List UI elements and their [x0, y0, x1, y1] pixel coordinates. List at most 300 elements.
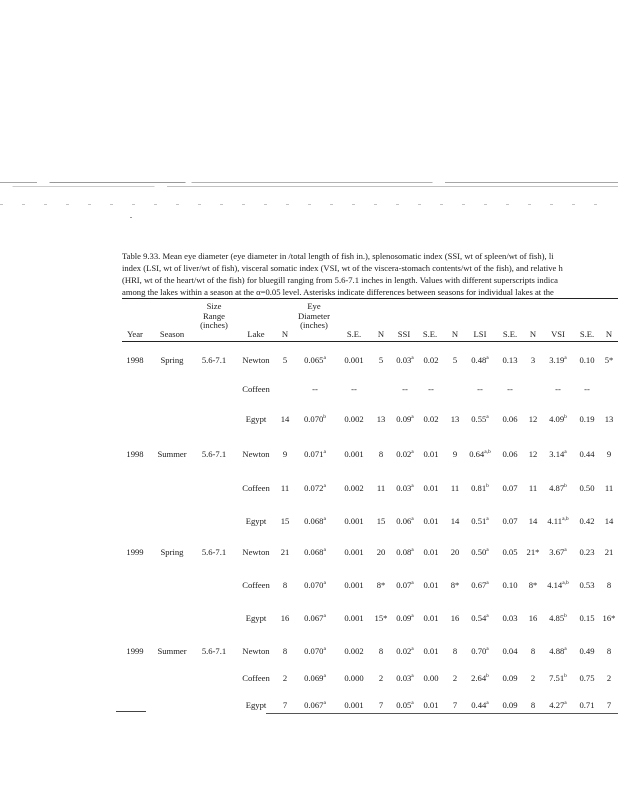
scan-artifact-line: [0, 186, 618, 187]
table-bottom-rule: [266, 713, 618, 714]
cell-vsi-value: 7.51: [549, 673, 565, 683]
cell-se: [340, 700, 368, 710]
header-lsi: LSI: [473, 329, 487, 339]
cell-n: [278, 700, 292, 710]
cell-n: [278, 516, 292, 526]
cell-n-value: 21: [280, 547, 290, 557]
cell-vsi: [542, 516, 574, 526]
cell-vsi-value: 3.67: [549, 547, 565, 557]
scan-artifact-dots: [0, 204, 600, 205]
caption-line: Table 9.33. Mean eye diameter (eye diameter in /total length of fish in.), splenosomatic index (SSI, wt of spleen/wt of fish), li: [122, 251, 554, 261]
significance-superscript: a: [486, 547, 489, 553]
cell-se-value: 0.01: [423, 580, 439, 590]
cell-vsi: [542, 547, 574, 557]
cell-se-value: 0.001: [344, 355, 364, 365]
cell-eye-diameter: [292, 355, 338, 365]
significance-superscript: a: [486, 646, 489, 652]
cell-eye-diameter: [292, 414, 338, 424]
cell-vsi: [542, 355, 574, 365]
cell-se-value: --: [507, 384, 513, 394]
cell-vsi-value: 4.11: [547, 516, 563, 526]
cell-se-value: --: [584, 384, 590, 394]
cell-n-value: 5*: [604, 355, 614, 365]
cell-size-range: [196, 355, 232, 365]
cell-n-value: 14: [280, 414, 290, 424]
cell-ssi: [392, 646, 418, 656]
significance-superscript: a: [323, 646, 326, 652]
footer-rule-fragment: [116, 711, 146, 712]
cell-n: [524, 580, 542, 590]
cell-eye-diameter: [292, 547, 338, 557]
cell-se-value: 0.19: [579, 414, 595, 424]
cell-se: [574, 646, 600, 656]
cell-n: [372, 516, 390, 526]
cell-size-range: [196, 547, 232, 557]
significance-superscript: b: [564, 613, 567, 619]
cell-season: [150, 355, 194, 365]
cell-lsi-value: 2.64: [471, 673, 487, 683]
cell-n-value: 15: [280, 516, 290, 526]
cell-n-value: 14: [604, 516, 614, 526]
cell-n-value: 12: [528, 414, 538, 424]
cell-eye-diameter: [292, 646, 338, 656]
cell-vsi: [542, 384, 574, 394]
cell-lake-value: Egypt: [245, 613, 267, 623]
cell-size-range-value: 5.6-7.1: [201, 646, 227, 656]
cell-se: [496, 547, 524, 557]
cell-se-value: 0.01: [423, 646, 439, 656]
cell-n: [446, 613, 464, 623]
cell-n: [446, 580, 464, 590]
cell-year-value: 1999: [126, 547, 144, 557]
cell-n-value: 8*: [528, 580, 538, 590]
cell-n: [278, 414, 292, 424]
cell-n-value: 8: [530, 700, 536, 710]
cell-lake: [236, 700, 276, 710]
cell-se: [418, 414, 444, 424]
cell-lake-value: Egypt: [245, 414, 267, 424]
cell-se-value: 0.07: [502, 516, 518, 526]
cell-n: [524, 673, 542, 683]
cell-lake: [236, 355, 276, 365]
header-n: N: [281, 329, 289, 339]
cell-se: [340, 613, 368, 623]
table-caption: [122, 250, 618, 299]
cell-ssi-value: 0.06: [396, 516, 412, 526]
cell-n: [446, 414, 464, 424]
header-se: S.E.: [502, 329, 518, 339]
cell-se-value: 0.001: [344, 516, 364, 526]
cell-n-value: 15: [376, 516, 386, 526]
cell-eye-diameter-value: 0.070: [303, 414, 324, 424]
cell-eye-diameter-value: 0.068: [304, 516, 324, 526]
cell-eye-diameter: [292, 673, 338, 683]
cell-se-value: 0.00: [423, 673, 439, 683]
header-se: S.E.: [579, 329, 595, 339]
significance-superscript: a: [486, 580, 489, 586]
cell-se: [574, 547, 600, 557]
cell-lsi-value: 0.44: [471, 700, 487, 710]
significance-superscript: a: [323, 613, 326, 619]
significance-superscript: a: [411, 449, 414, 455]
cell-lake: [236, 673, 276, 683]
cell-n-value: 2: [282, 673, 288, 683]
cell-se-value: 0.42: [579, 516, 595, 526]
cell-n-value: 7: [606, 700, 612, 710]
significance-superscript: a: [323, 516, 326, 522]
cell-se: [340, 414, 368, 424]
cell-se: [496, 646, 524, 656]
cell-se-value: 0.03: [502, 613, 518, 623]
cell-eye-diameter: [292, 580, 338, 590]
cell-ssi-value: 0.07: [396, 580, 412, 590]
header-eye-line: Eye: [307, 301, 321, 311]
cell-n: [278, 449, 292, 459]
cell-se-value: 0.50: [579, 483, 595, 493]
cell-n-value: 16*: [602, 613, 616, 623]
cell-vsi-value: 3.19: [549, 355, 565, 365]
cell-n: [446, 700, 464, 710]
cell-vsi-value: 4.88: [549, 646, 565, 656]
cell-lsi: [464, 646, 496, 656]
cell-lsi: [464, 449, 496, 459]
cell-year-value: 1998: [126, 355, 144, 365]
cell-n-value: 5: [378, 355, 384, 365]
cell-n: [372, 483, 390, 493]
cell-eye-diameter-value: 0.068: [304, 547, 324, 557]
header-n: N: [605, 329, 613, 339]
significance-superscript: a: [323, 355, 326, 361]
cell-vsi: [542, 613, 574, 623]
cell-n-value: 8: [282, 580, 288, 590]
cell-n: [600, 613, 618, 623]
cell-n-value: 11: [376, 483, 386, 493]
cell-n-value: 11: [450, 483, 460, 493]
cell-year: [122, 449, 148, 459]
cell-se: [496, 613, 524, 623]
cell-size-range-value: 5.6-7.1: [201, 355, 227, 365]
cell-n-value: 8*: [376, 580, 386, 590]
cell-se: [574, 355, 600, 365]
cell-n: [524, 355, 542, 365]
header-se: S.E.: [346, 329, 362, 339]
header-size-range: [196, 302, 232, 331]
cell-n: [278, 673, 292, 683]
cell-se: [340, 646, 368, 656]
cell-lake-value: Coffeen: [242, 673, 270, 683]
cell-n: [372, 700, 390, 710]
cell-vsi-value: 4.87: [549, 483, 565, 493]
cell-ssi-value: 0.03: [396, 355, 412, 365]
cell-se-value: 0.71: [579, 700, 595, 710]
significance-superscript: a: [564, 547, 567, 553]
header-ssi: SSI: [397, 329, 411, 339]
cell-n: [446, 483, 464, 493]
significance-superscript: a: [411, 414, 414, 420]
cell-eye-diameter: [292, 613, 338, 623]
significance-superscript: a,b: [562, 516, 569, 522]
cell-vsi-value: 4.85: [549, 613, 565, 623]
cell-eye-diameter: [292, 384, 338, 394]
cell-lsi: [464, 547, 496, 557]
cell-ssi-value: 0.02: [396, 449, 412, 459]
cell-eye-diameter-value: 0.067: [304, 613, 324, 623]
cell-n-value: 11: [280, 483, 290, 493]
cell-se: [496, 449, 524, 459]
cell-se: [496, 355, 524, 365]
cell-se: [496, 700, 524, 710]
cell-n-value: 3: [530, 355, 536, 365]
cell-n-value: 11: [604, 483, 614, 493]
cell-vsi: [542, 449, 574, 459]
cell-n-value: 13: [604, 414, 614, 424]
cell-se-value: 0.10: [579, 355, 595, 365]
cell-se: [418, 384, 444, 394]
cell-se-value: 0.02: [423, 414, 439, 424]
cell-lsi-value: 0.70: [471, 646, 487, 656]
cell-se: [340, 449, 368, 459]
significance-superscript: a: [564, 449, 567, 455]
cell-n: [446, 516, 464, 526]
significance-superscript: a: [486, 700, 489, 706]
cell-se-value: 0.002: [344, 414, 364, 424]
cell-ssi: [392, 483, 418, 493]
cell-n: [600, 673, 618, 683]
cell-ssi: [392, 355, 418, 365]
header-rule: [122, 341, 618, 342]
cell-lsi: [464, 483, 496, 493]
cell-n-value: 8: [606, 646, 612, 656]
cell-se-value: 0.10: [502, 580, 518, 590]
cell-n: [372, 414, 390, 424]
caption-line: (HRI, wt of the heart/wt of the fish) for bluegill ranging from 5.6-7.1 inches in length. Values with different superscripts indica: [122, 275, 558, 285]
cell-lake: [236, 516, 276, 526]
cell-se-value: 0.002: [344, 646, 364, 656]
cell-size-range-value: 5.6-7.1: [201, 547, 227, 557]
cell-n-value: 20: [450, 547, 460, 557]
cell-se-value: 0.05: [502, 547, 518, 557]
cell-se: [418, 355, 444, 365]
cell-lsi-value: 0.64: [469, 449, 485, 459]
cell-ssi-value: 0.09: [396, 414, 412, 424]
significance-superscript: b: [486, 673, 489, 679]
cell-lake: [236, 547, 276, 557]
cell-vsi: [542, 700, 574, 710]
cell-n: [372, 673, 390, 683]
cell-lake: [236, 580, 276, 590]
cell-se: [574, 414, 600, 424]
cell-eye-diameter-value: 0.065: [304, 355, 324, 365]
cell-season: [150, 646, 194, 656]
cell-se: [496, 483, 524, 493]
cell-se-value: 0.01: [423, 700, 439, 710]
cell-eye-diameter: [292, 700, 338, 710]
significance-superscript: a: [486, 613, 489, 619]
cell-size-range: [196, 646, 232, 656]
cell-lsi: [464, 700, 496, 710]
cell-lsi-value: 0.54: [471, 613, 487, 623]
cell-n: [446, 355, 464, 365]
cell-ssi: [392, 384, 418, 394]
cell-lake: [236, 449, 276, 459]
cell-se-value: 0.001: [344, 449, 364, 459]
significance-superscript: b: [486, 483, 489, 489]
cell-n-value: 14: [528, 516, 538, 526]
cell-lsi-value: 0.48: [471, 355, 487, 365]
caption-line: index (LSI, wt of liver/wt of fish), visceral somatic index (VSI, wt of the viscera-stomach contents/wt of the fish), and relative h: [122, 263, 563, 273]
cell-n-value: 16: [450, 613, 460, 623]
significance-superscript: b: [564, 673, 567, 679]
significance-superscript: a: [323, 449, 326, 455]
cell-n: [600, 449, 618, 459]
cell-se: [418, 483, 444, 493]
cell-year: [122, 355, 148, 365]
cell-lsi: [464, 580, 496, 590]
cell-se-value: 0.06: [502, 414, 518, 424]
significance-superscript: a: [486, 516, 489, 522]
cell-se: [418, 613, 444, 623]
cell-ssi-value: 0.03: [396, 483, 412, 493]
cell-se: [496, 516, 524, 526]
cell-se: [496, 580, 524, 590]
header-n: N: [377, 329, 385, 339]
cell-n: [278, 355, 292, 365]
cell-eye-diameter-value: 0.069: [304, 673, 324, 683]
cell-year-value: 1998: [126, 449, 144, 459]
cell-n: [524, 449, 542, 459]
cell-lake-value: Coffeen: [242, 580, 270, 590]
header-size-line: (inches): [200, 320, 228, 330]
cell-n: [600, 646, 618, 656]
cell-se: [418, 580, 444, 590]
cell-se-value: 0.001: [344, 613, 364, 623]
cell-vsi: [542, 646, 574, 656]
cell-n-value: 16: [280, 613, 290, 623]
cell-n-value: 5: [282, 355, 288, 365]
cell-n: [524, 516, 542, 526]
cell-vsi: [542, 414, 574, 424]
cell-se-value: 0.01: [423, 613, 439, 623]
cell-ssi: [392, 613, 418, 623]
cell-year: [122, 547, 148, 557]
cell-n-value: 16: [528, 613, 538, 623]
cell-se-value: 0.23: [579, 547, 595, 557]
significance-superscript: a: [411, 673, 414, 679]
cell-ssi: [392, 449, 418, 459]
cell-lsi-value: 0.67: [471, 580, 487, 590]
cell-n-value: 7: [452, 700, 458, 710]
cell-se: [574, 449, 600, 459]
cell-se: [340, 384, 368, 394]
cell-se-value: 0.53: [579, 580, 595, 590]
header-n: N: [529, 329, 537, 339]
significance-superscript: a: [323, 483, 326, 489]
cell-lake-value: Newton: [242, 547, 270, 557]
cell-se: [340, 580, 368, 590]
significance-superscript: a,b: [484, 449, 491, 455]
cell-eye-diameter-value: 0.070: [304, 580, 324, 590]
cell-n: [278, 547, 292, 557]
significance-superscript: a: [411, 613, 414, 619]
cell-vsi-value: 3.14: [549, 449, 565, 459]
significance-superscript: b: [323, 414, 327, 420]
cell-eye-diameter-value: --: [312, 384, 318, 394]
cell-lsi-value: 0.81: [471, 483, 487, 493]
cell-n: [524, 613, 542, 623]
cell-eye-diameter-value: 0.071: [304, 449, 324, 459]
cell-lsi-value: 0.55: [471, 414, 487, 424]
cell-season-value: Spring: [160, 355, 184, 365]
header-year: Year: [127, 329, 143, 339]
cell-eye-diameter-value: 0.072: [304, 483, 324, 493]
cell-se: [574, 613, 600, 623]
cell-se: [574, 673, 600, 683]
header-n: N: [451, 329, 459, 339]
cell-n-value: 8: [378, 646, 384, 656]
cell-n-value: 7: [378, 700, 384, 710]
cell-lsi: [464, 384, 496, 394]
cell-n-value: 9: [282, 449, 288, 459]
scan-artifact-line: [0, 182, 618, 183]
cell-lake-value: Egypt: [245, 700, 267, 710]
cell-season-value: Summer: [157, 646, 187, 656]
cell-vsi: [542, 673, 574, 683]
cell-vsi-value: 4.14: [547, 580, 563, 590]
header-eye-line: Diameter: [298, 310, 330, 321]
cell-n-value: 2: [452, 673, 458, 683]
cell-n: [446, 449, 464, 459]
significance-superscript: a: [411, 355, 414, 361]
cell-lsi-value: 0.51: [471, 516, 487, 526]
cell-se-value: 0.49: [579, 646, 595, 656]
cell-n: [446, 673, 464, 683]
cell-n-value: 5: [452, 355, 458, 365]
cell-ssi-value: 0.05: [396, 700, 412, 710]
cell-n-value: 13: [450, 414, 460, 424]
cell-n-value: 2: [606, 673, 612, 683]
significance-superscript: a: [411, 646, 414, 652]
cell-se: [418, 646, 444, 656]
cell-n: [600, 580, 618, 590]
cell-n-value: 8*: [450, 580, 460, 590]
cell-season-value: Spring: [160, 547, 184, 557]
significance-superscript: a: [564, 700, 567, 706]
cell-vsi: [542, 483, 574, 493]
cell-se-value: 0.44: [579, 449, 595, 459]
cell-ssi: [392, 414, 418, 424]
cell-se-value: 0.01: [423, 483, 439, 493]
header-eye-line: (inches): [300, 320, 328, 330]
cell-n-value: 2: [378, 673, 384, 683]
cell-se: [418, 449, 444, 459]
cell-vsi-value: 4.27: [549, 700, 565, 710]
cell-se-value: 0.09: [502, 673, 518, 683]
cell-lake-value: Newton: [242, 355, 270, 365]
cell-se: [574, 700, 600, 710]
cell-se: [418, 547, 444, 557]
header-lake: Lake: [247, 329, 265, 339]
cell-n-value: 20: [376, 547, 386, 557]
significance-superscript: a: [323, 700, 326, 706]
cell-vsi: [542, 580, 574, 590]
cell-ssi-value: 0.03: [396, 673, 412, 683]
cell-n: [524, 483, 542, 493]
significance-superscript: a: [486, 355, 489, 361]
cell-se: [340, 547, 368, 557]
cell-year: [122, 646, 148, 656]
cell-n-value: 9: [452, 449, 458, 459]
cell-lsi: [464, 516, 496, 526]
